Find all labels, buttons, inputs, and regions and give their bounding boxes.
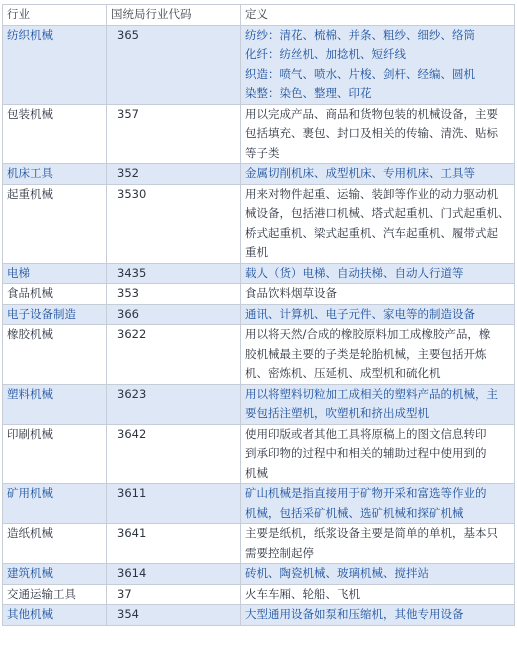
code-cell: 354 (107, 605, 241, 626)
definition-line: 矿山机械是指直接用于矿物开采和富选等作业的 (245, 486, 487, 500)
industry-table (2, 4, 515, 626)
definition-line: 金属切削机床、成型机床、专用机床、工具等 (245, 166, 475, 180)
definition-line: 火车车厢、轮船、飞机 (245, 586, 360, 601)
table-row (3, 104, 515, 164)
definition-cell (241, 104, 515, 164)
definition-line: 用以将天然/合成的橡胶原料加工成橡胶产品，橡 (245, 327, 491, 341)
header-definition: 定义 (241, 5, 515, 26)
definition-cell (241, 164, 515, 185)
definition-cell (241, 284, 515, 305)
table-row (3, 605, 515, 626)
header-code: 国统局行业代码 (107, 5, 241, 26)
definition-line: 食品饮料烟草设备 (245, 286, 337, 300)
code-cell: 357 (107, 104, 241, 164)
code-cell: 366 (107, 304, 241, 325)
table-row (3, 384, 515, 424)
definition-line: 重机 (245, 245, 268, 259)
code-cell: 3642 (107, 424, 241, 484)
definition-line: 织造：喷气、喷水、片梭、剑杆、经编、圆机 (245, 66, 475, 81)
definition-line: 包括填充、裹包、封口及相关的传输、清洗、贴标 (245, 126, 498, 140)
code-cell: 3530 (107, 184, 241, 263)
definition-cell (241, 484, 515, 524)
table-row (3, 325, 515, 385)
industry-cell: 矿用机械 (3, 484, 107, 524)
table-header-row (3, 5, 515, 26)
definition-cell (241, 25, 515, 104)
definition-line: 化纤：纺丝机、加捻机、短纤线 (245, 47, 406, 61)
industry-cell: 印刷机械 (3, 424, 107, 484)
table-row (3, 564, 515, 585)
code-cell: 3623 (107, 384, 241, 424)
definition-line: 用以将塑料切粒加工成相关的塑料产品的机械，主 (245, 386, 498, 401)
definition-line: 机械 (245, 465, 268, 480)
table-row (3, 25, 515, 104)
industry-cell: 电梯 (3, 263, 107, 284)
code-cell: 365 (107, 25, 241, 104)
definition-cell (241, 564, 515, 585)
definition-cell (241, 524, 515, 564)
industry-cell: 机床工具 (3, 164, 107, 185)
code-cell: 353 (107, 284, 241, 305)
table-row (3, 424, 515, 484)
industry-cell: 橡胶机械 (3, 325, 107, 385)
table-row (3, 584, 515, 605)
definition-line: 到承印物的过程中和相关的辅助过程中使用到的 (245, 446, 487, 460)
table-body (3, 25, 515, 625)
industry-cell: 电子设备制造 (3, 304, 107, 325)
definition-cell (241, 325, 515, 385)
industry-cell: 塑料机械 (3, 384, 107, 424)
table-row (3, 164, 515, 185)
definition-line: 使用印版或者其他工具将原稿上的图文信息转印 (245, 426, 487, 441)
table-row (3, 184, 515, 263)
table-row (3, 284, 515, 305)
definition-cell (241, 263, 515, 284)
definition-cell (241, 384, 515, 424)
definition-cell (241, 304, 515, 325)
definition-line: 大型通用设备如泵和压缩机，其他专用设备 (245, 607, 464, 621)
industry-cell: 其他机械 (3, 605, 107, 626)
industry-cell: 造纸机械 (3, 524, 107, 564)
industry-cell: 交通运输工具 (3, 584, 107, 605)
definition-line: 机、密炼机、压延机、成型机和硫化机 (245, 366, 441, 380)
header-industry: 行业 (3, 5, 107, 26)
definition-cell (241, 584, 515, 605)
definition-line: 胶机械最主要的子类是轮胎机械，主要包括开炼 (245, 346, 487, 361)
definition-cell (241, 184, 515, 263)
definition-line: 等子类 (245, 145, 280, 160)
code-cell: 3611 (107, 484, 241, 524)
definition-line: 通讯、计算机、电子元件、家电等的制造设备 (245, 306, 475, 321)
definition-line: 砖机、陶瓷机械、玻璃机械、搅拌站 (245, 566, 429, 580)
definition-line: 纺纱：清花、梳棉、并条、粗纱、细纱、络筒 (245, 27, 475, 42)
definition-line: 要包括注塑机，吹塑机和挤出成型机 (245, 406, 429, 420)
table-row (3, 304, 515, 325)
code-cell: 3435 (107, 263, 241, 284)
definition-line: 主要是纸机，纸浆设备主要是简单的单机，基本只 (245, 526, 498, 540)
definition-line: 载人（货）电梯、自动扶梯、自动人行道等 (245, 265, 464, 280)
table-row (3, 263, 515, 284)
definition-line: 桥式起重机、梁式起重机、汽车起重机、履带式起 (245, 225, 498, 240)
table-row (3, 484, 515, 524)
industry-cell: 食品机械 (3, 284, 107, 305)
definition-cell (241, 424, 515, 484)
industry-cell: 纺织机械 (3, 25, 107, 104)
table-row (3, 524, 515, 564)
industry-cell: 包装机械 (3, 104, 107, 164)
definition-line: 机械，包括采矿机械、选矿机械和探矿机械 (245, 505, 464, 520)
code-cell: 37 (107, 584, 241, 605)
definition-line: 用以完成产品、商品和货物包装的机械设备，主要 (245, 106, 498, 121)
code-cell: 3622 (107, 325, 241, 385)
definition-line: 械设备，包括港口机械、塔式起重机、门式起重机、 (245, 206, 510, 220)
code-cell: 352 (107, 164, 241, 185)
definition-line: 需要控制起停 (245, 545, 314, 560)
definition-cell (241, 605, 515, 626)
code-cell: 3614 (107, 564, 241, 585)
industry-cell: 起重机械 (3, 184, 107, 263)
code-cell: 3641 (107, 524, 241, 564)
industry-cell: 建筑机械 (3, 564, 107, 585)
definition-line: 用来对物件起重、运输、装卸等作业的动力驱动机 (245, 186, 498, 201)
definition-line: 染整：染色、整理、印花 (245, 86, 372, 100)
